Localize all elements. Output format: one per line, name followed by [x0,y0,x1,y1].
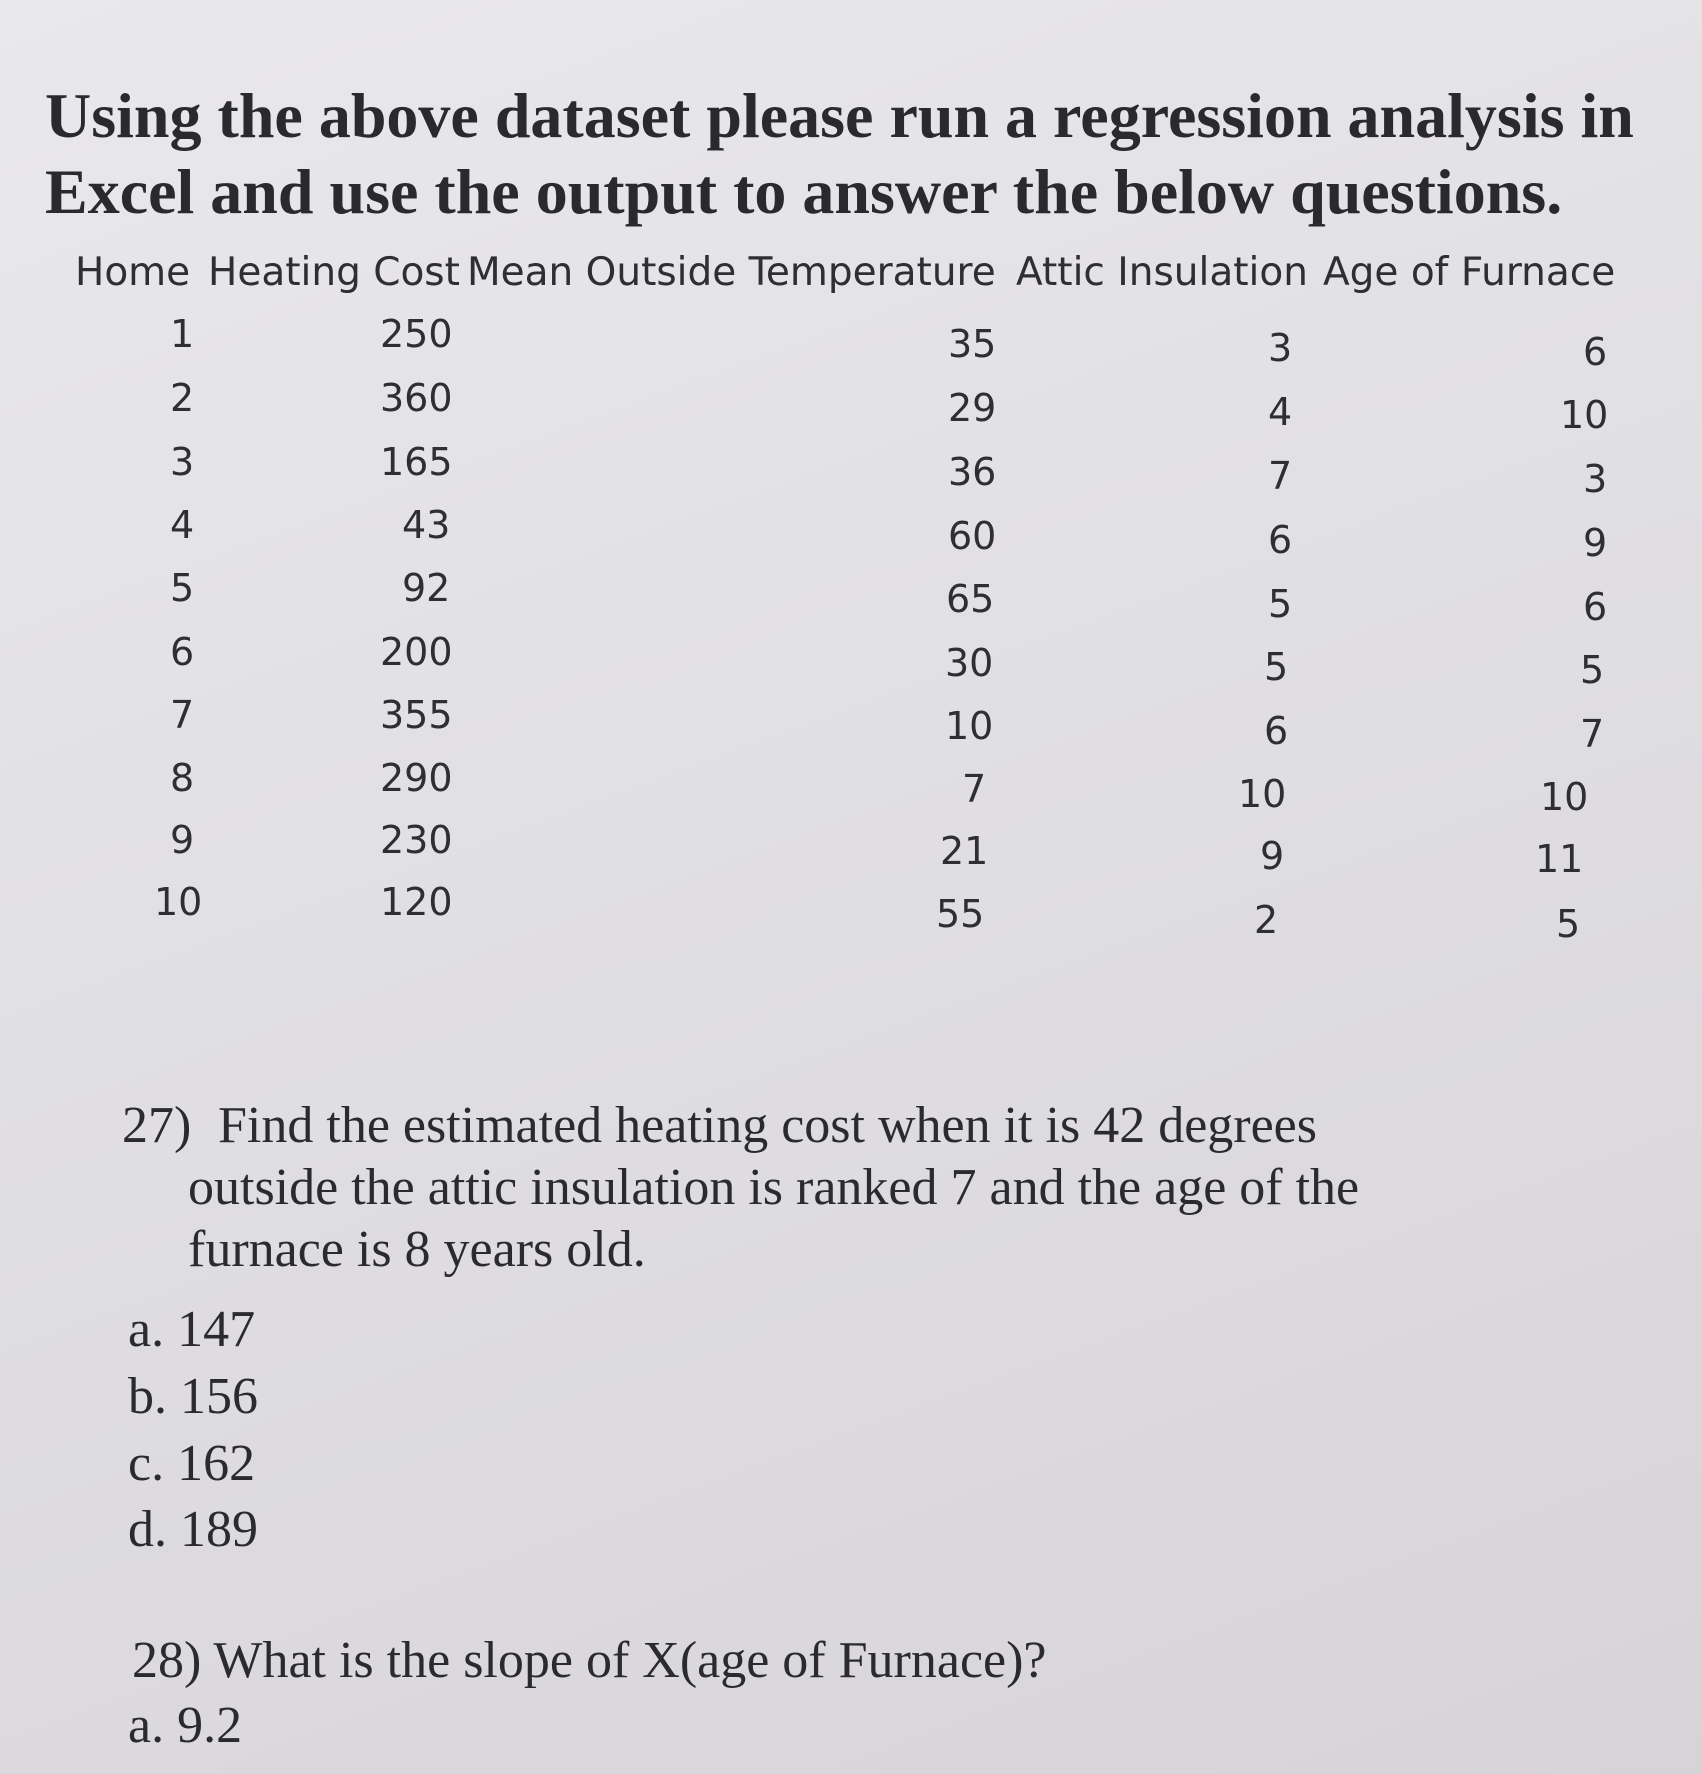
answer-option-a[interactable]: a. 9.2 [128,1697,243,1754]
header-attic-insulation: Attic Insulation [1016,250,1308,295]
cell-temperature: 10 [945,704,994,748]
cell-insulation: 7 [1268,454,1293,498]
cell-heating-cost: 250 [380,312,453,356]
cell-furnace-age: 10 [1560,393,1609,437]
heading-line-2: Excel and use the output to answer the below questions. [45,156,1563,227]
question-27-line-1: Find the estimated heating cost when it is 42 degrees [218,1097,1317,1154]
cell-furnace-age: 5 [1556,902,1581,946]
cell-home: 4 [170,503,195,547]
cell-temperature: 35 [948,322,997,366]
cell-home: 3 [170,440,195,484]
cell-home: 2 [170,376,195,420]
cell-temperature: 36 [948,450,997,494]
cell-heating-cost: 355 [380,693,453,737]
cell-temperature: 7 [962,767,987,811]
cell-temperature: 29 [948,386,997,430]
header-home: Home [75,250,191,295]
cell-insulation: 3 [1268,326,1293,370]
cell-insulation: 2 [1254,898,1279,942]
cell-furnace-age: 6 [1583,330,1608,374]
cell-temperature: 60 [948,514,997,558]
cell-heating-cost: 165 [380,440,453,484]
cell-insulation: 6 [1268,518,1293,562]
answer-option-c[interactable]: c. 162 [128,1435,256,1492]
cell-heating-cost: 92 [402,566,451,610]
header-age-of-furnace: Age of Furnace [1323,250,1616,295]
cell-insulation: 6 [1264,709,1289,753]
cell-heating-cost: 43 [402,503,451,547]
question-28: 28) What is the slope of X(age of Furnace)? [132,1632,1047,1689]
cell-heating-cost: 200 [380,630,453,674]
answer-option-d[interactable]: d. 189 [128,1501,258,1558]
cell-insulation: 5 [1268,582,1293,626]
cell-furnace-age: 7 [1580,712,1605,756]
answer-option-a[interactable]: a. 147 [128,1301,256,1358]
answer-option-b[interactable]: b. 156 [128,1368,258,1425]
cell-insulation: 10 [1238,772,1287,816]
cell-home: 5 [170,566,195,610]
cell-temperature: 55 [936,892,985,936]
cell-furnace-age: 9 [1583,521,1608,565]
cell-insulation: 9 [1260,834,1285,878]
cell-temperature: 21 [940,829,989,873]
cell-heating-cost: 120 [380,880,453,924]
heading-line-1: Using the above dataset please run a regression analysis in [45,80,1634,151]
cell-insulation: 5 [1264,645,1289,689]
header-heating-cost: Heating Cost [208,250,460,295]
cell-furnace-age: 3 [1583,457,1608,501]
cell-home: 8 [170,756,195,800]
question-27-line-3: furnace is 8 years old. [188,1221,646,1278]
question-27-line-2: outside the attic insulation is ranked 7 and the age of the [188,1159,1360,1216]
question-number: 27) [122,1097,192,1154]
cell-furnace-age: 11 [1535,837,1584,881]
cell-heating-cost: 290 [380,756,453,800]
cell-furnace-age: 5 [1580,648,1605,692]
cell-home: 9 [170,818,195,862]
cell-home: 10 [154,880,203,924]
cell-furnace-age: 6 [1583,585,1608,629]
cell-home: 7 [170,693,195,737]
header-mean-outside-temperature: Mean Outside Temperature [467,250,996,295]
cell-home: 6 [170,630,195,674]
cell-heating-cost: 230 [380,818,453,862]
cell-temperature: 30 [945,641,994,685]
cell-insulation: 4 [1268,390,1293,434]
cell-home: 1 [170,312,195,356]
cell-heating-cost: 360 [380,376,453,420]
cell-temperature: 65 [946,577,995,621]
cell-furnace-age: 10 [1540,775,1589,819]
